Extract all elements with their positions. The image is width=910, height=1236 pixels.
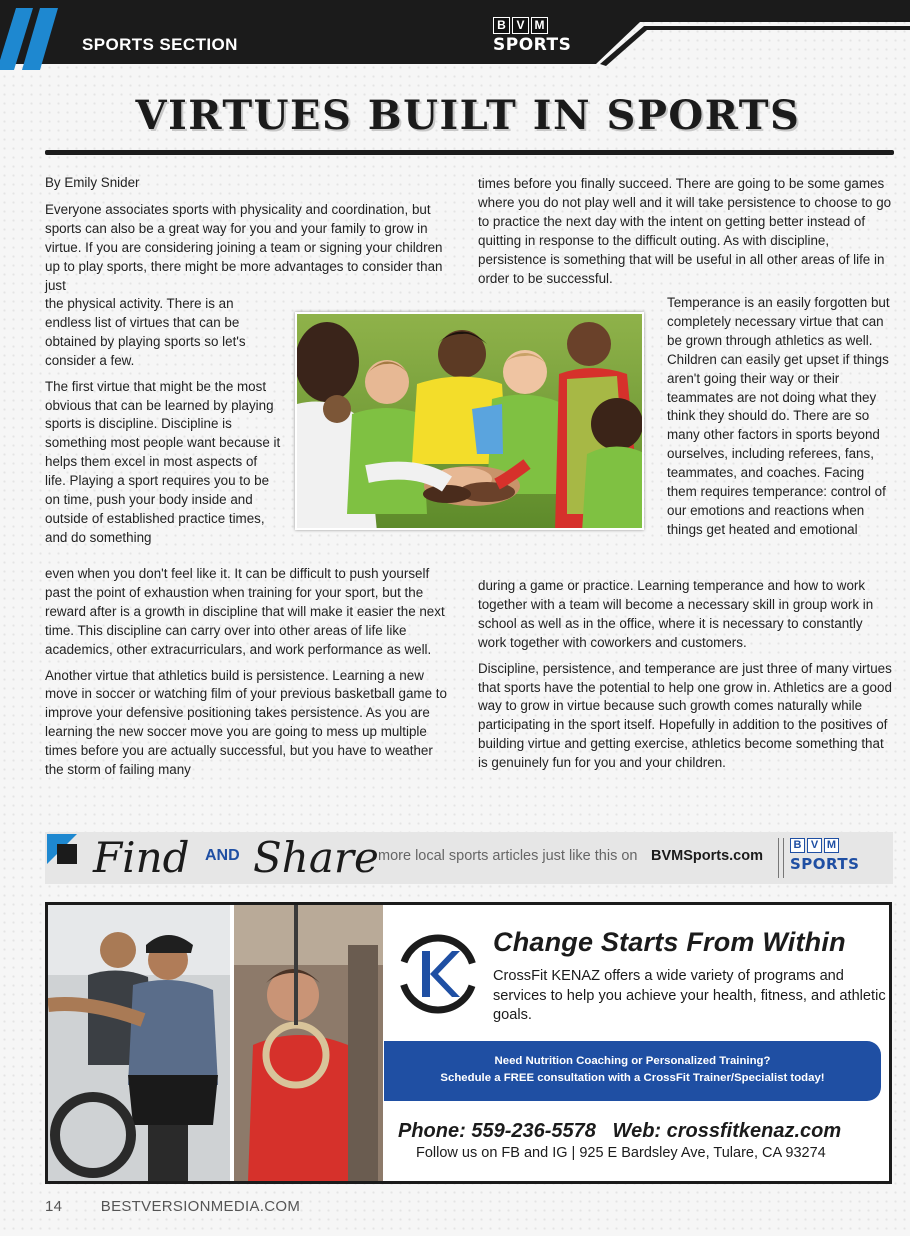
logo-letter: B — [493, 17, 510, 34]
share-script: Share — [253, 833, 379, 882]
page-number: 14 — [45, 1198, 63, 1215]
find-script: Find — [93, 833, 190, 882]
consultation-banner — [384, 1041, 881, 1101]
paragraph: The first virtue that might be the most obvious that can be learned by playing sports is discipline. Discipline is something most people want because it helps them excel in most aspects of life. Playing a sport requires you to be on time, push your body inside and outside of established practice times, and do something — [45, 378, 281, 545]
ad-description: CrossFit KENAZ offers a wide variety of programs and services to help you achieve your health, fitness, and athletic goals. — [493, 968, 886, 1023]
right-column-bottom — [478, 577, 894, 780]
ad-contact: Phone: 559-236-5578 Web: crossfitkenaz.com — [398, 1120, 842, 1142]
paragraph: Discipline, persistence, and temperance are just three of many virtues that sports have the potential to help one grow in. Athletics are a good way to grow in virtue because such growth comes naturally while participating in the sport itself. Hopefully in addition to the positives of building virtue and getting exercise, athletics become something that is genuinely fun for you and your children. — [478, 660, 892, 771]
banner-line: Need Nutrition Coaching or Personalized Training? — [494, 1055, 771, 1067]
gym-photos — [48, 905, 383, 1181]
team-huddle-illustration — [297, 314, 644, 530]
paragraph: Another virtue that athletics build is persistence. Learning a new move in soccer or watching film of your previous basketball game to improve your defensive positioning takes persistence. As you are learning the new soccer move you are going to mess up multiple times before you are actually successful, but you have to weather the storm of failing many — [45, 667, 447, 778]
team-huddle-photo — [295, 312, 644, 530]
paragraph: Temperance is an easily forgotten but completely necessary virtue that can be grown through athletics as well. Children can easily get upset if things aren't going their way or their teammates are not doing what they think they should do. There are so many other factors in sports beyond ourselves, including referees, fans, teammates, and coaches. Facing them requires temperance: control of our emotions and reactions when things get heated and emotional — [667, 295, 890, 537]
page-footer — [45, 1198, 300, 1215]
left-column-wrap — [45, 295, 281, 548]
paragraph: the physical activity. There is an endless list of virtues that can be obtained by playing sports so let's consider a few. — [45, 296, 246, 368]
gym-photo-illustration — [48, 905, 383, 1181]
bvm-sports-logo — [493, 17, 583, 57]
kenaz-logo-icon — [398, 929, 478, 1019]
paragraph: Everyone associates sports with physicality and coordination, but sports can also be a great way for you and your family to grow in virtue. If you are considering joining a team or signing your children up to play sports, there might be more advantages to consider than just — [45, 202, 443, 293]
logo-word: SPORTS — [790, 855, 860, 873]
logo-letter: M — [824, 838, 839, 853]
left-column-top — [45, 201, 449, 296]
and-label: AND — [205, 847, 240, 864]
article-title: VIRTUES BUILT IN SPORTS — [135, 92, 801, 139]
article-byline: By Emily Snider — [45, 175, 140, 190]
paragraph: during a game or practice. Learning temperance and how to work together with a team will become a necessary skill in group work in school as well as in the office, where it is necessary to constantly work together with coworkers and customers. — [478, 578, 874, 650]
crossfit-kenaz-ad — [45, 902, 892, 1184]
title-divider — [45, 150, 894, 155]
corner-accent-icon — [47, 834, 77, 864]
logo-word: SPORTS — [493, 35, 572, 55]
right-column-top — [478, 175, 894, 295]
paragraph: times before you finally succeed. There are going to be some games where you do not play well and it will take persistence to choose to go to practice the next day with the intent on getting better instead of quitting in response to the difficult outing. As with discipline, persistence is something that will be useful in all other areas of life in order to be successful. — [478, 176, 892, 286]
logo-letter: V — [512, 17, 529, 34]
header-band — [0, 0, 910, 72]
share-more-text: more local sports articles just like this on — [378, 848, 638, 864]
publisher-site: BESTVERSIONMEDIA.COM — [100, 1198, 301, 1215]
section-label: SPORTS SECTION — [82, 35, 238, 54]
logo-letter: M — [531, 17, 548, 34]
left-column-bottom — [45, 565, 449, 787]
ad-headline: Change Starts From Within — [493, 927, 846, 957]
banner-divider — [778, 838, 784, 878]
find-and-share-banner — [45, 832, 893, 884]
logo-letter: V — [807, 838, 822, 853]
banner-line: Schedule a FREE consultation with a CrossFit Trainer/Specialist today! — [440, 1072, 825, 1084]
paragraph: even when you don't feel like it. It can be difficult to push yourself past the point of exhaustion when training for your sport, but the reward after is a growth in discipline that will make it easier the next time. This discipline can carry over into other areas of life like academics, other extracurriculars, and work performance as well. — [45, 566, 445, 657]
ad-address: Follow us on FB and IG | 925 E Bardsley Ave, Tulare, CA 93274 — [416, 1145, 826, 1161]
logo-letter: B — [790, 838, 805, 853]
bvm-sports-logo — [790, 838, 880, 878]
right-column-wrap — [667, 294, 895, 540]
bvm-sports-link[interactable]: BVMSports.com — [651, 848, 763, 864]
